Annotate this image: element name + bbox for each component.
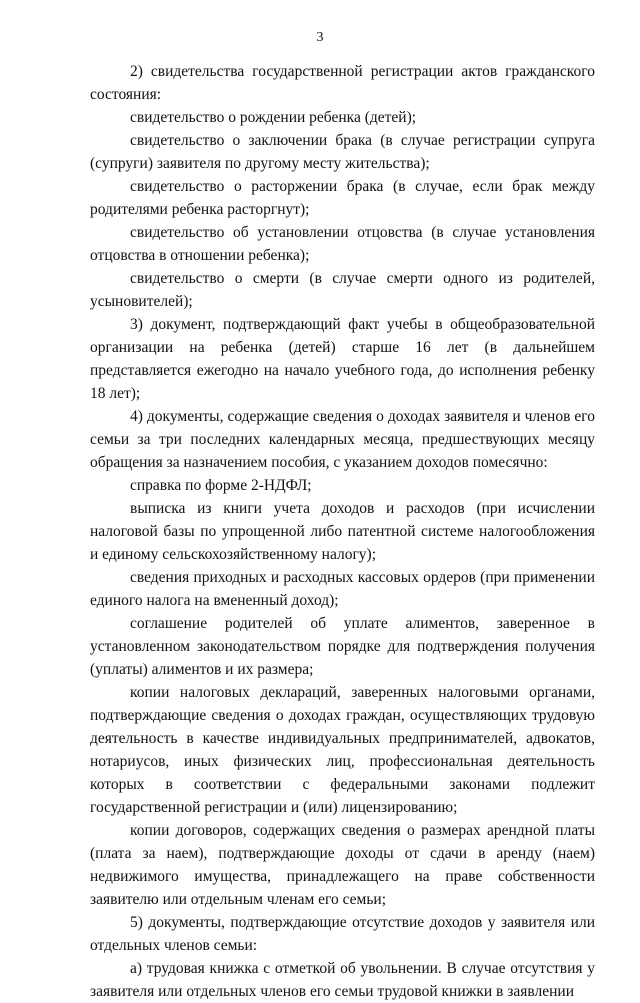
document-body <box>90 60 595 1003</box>
paragraph: выписка из книги учета доходов и расходов (при исчислении налоговой базы по упрощенной либо патентной системе налогообложения и единому сельскохозяйственному налогу); <box>90 500 595 563</box>
paragraph: справка по форме 2-НДФЛ; <box>130 477 312 494</box>
paragraph: свидетельство об установлении отцовства (в случае установления отцовства в отношении ребенка); <box>90 224 595 264</box>
paragraph: копии налоговых деклараций, заверенных налоговыми органами, подтверждающие сведения о доходах граждан, осуществляющих трудовую деятельность в качестве индивидуальных предпринимателей, адвокатов, нотариусов, иных физических лиц, профессиональная деятельность которых в соответствии с федеральными законами подлежит государственной регистрации и (или) лицензированию; <box>90 684 595 816</box>
paragraph: 2) свидетельства государственной регистрации актов гражданского состояния: <box>90 63 595 103</box>
paragraph: свидетельство о смерти (в случае смерти одного из родителей, усыновителей); <box>90 270 595 310</box>
paragraph: 3) документ, подтверждающий факт учебы в общеобразовательной организации на ребенка (детей) старше 16 лет (в дальнейшем представляется ежегодно на начало учебного года, до исполнения ребенку 18 лет); <box>90 316 595 402</box>
paragraph: копии договоров, содержащих сведения о размерах арендной платы (плата за наем), подтверждающие доходы от сдачи в аренду (наем) недвижимого имущества, принадлежащего на праве собственности заявителю или отдельным членам его семьи; <box>90 822 595 908</box>
paragraph: свидетельство о расторжении брака (в случае, если брак между родителями ребенка расторгнут); <box>90 178 595 218</box>
paragraph: соглашение родителей об уплате алиментов, заверенное в установленном законодательством порядке для подтверждения получения (уплаты) алиментов и их размера; <box>90 615 595 678</box>
paragraph: 5) документы, подтверждающие отсутствие доходов у заявителя или отдельных членов семьи: <box>90 914 595 954</box>
page-number: 3 <box>316 30 324 45</box>
paragraph: а) трудовая книжка с отметкой об увольнении. В случае отсутствия у заявителя или отдельных членов его семьи трудовой книжки в заявлении <box>90 960 595 1000</box>
paragraph: свидетельство о заключении брака (в случае регистрации супруга (супруги) заявителя по другому месту жительства); <box>90 132 595 172</box>
paragraph: сведения приходных и расходных кассовых ордеров (при применении единого налога на вмененный доход); <box>90 569 595 609</box>
paragraph: 4) документы, содержащие сведения о доходах заявителя и членов его семьи за три последних календарных месяца, предшествующих месяцу обращения за назначением пособия, с указанием доходов помесячно: <box>90 408 595 471</box>
paragraph: свидетельство о рождении ребенка (детей); <box>130 109 417 126</box>
